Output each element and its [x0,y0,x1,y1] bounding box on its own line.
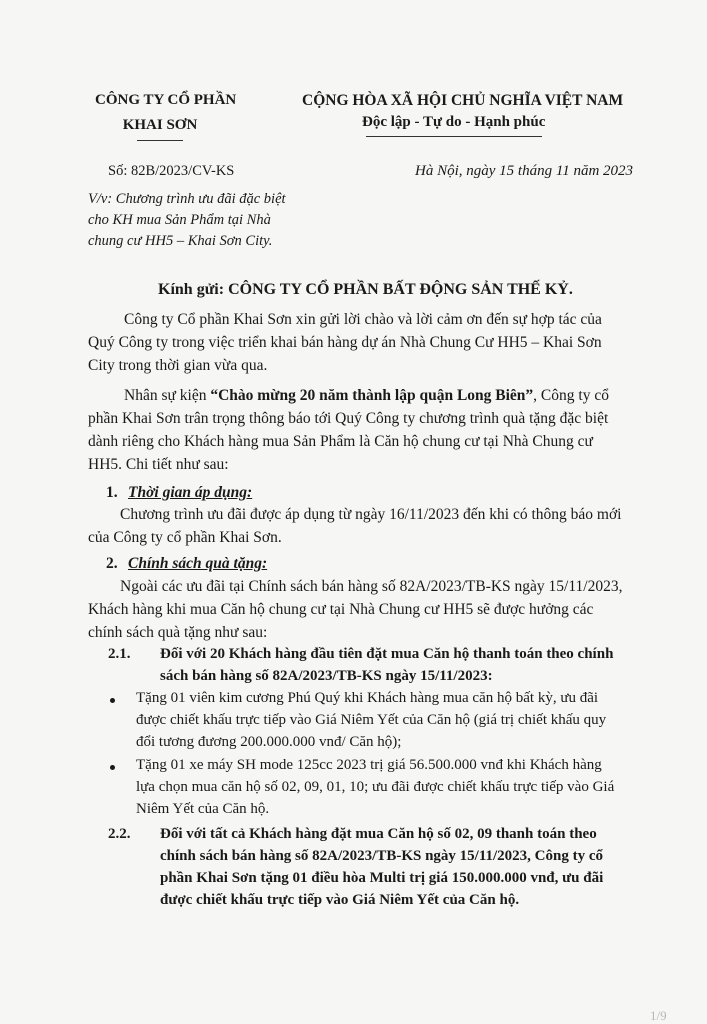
subsection-2-1-line: sách bán hàng số 82A/2023/TB-KS ngày 15/11/2023: [160,668,493,684]
event-line: dành riêng cho Khách hàng mua Sản Phẩm là Căn hộ chung cư tại Nhà Chung cư [88,433,593,450]
document-number: Số: 82B/2023/CV-KS [108,163,235,179]
subsection-2-2-line: Đối với tất cả Khách hàng đặt mua Căn hộ số 02, 09 thanh toán theo [160,826,597,842]
subsection-2-2-line: chính sách bán hàng số 82A/2023/TB-KS ngày 15/11/2023, Công ty cổ [160,848,604,864]
subject-line: chung cư HH5 – Khai Sơn City. [88,233,273,249]
section-1-title: Thời gian áp dụng: [128,484,253,501]
bullet-line: được chiết khấu trực tiếp vào Giá Niêm Yết của Căn hộ (giá trị chiết khấu quy [136,712,607,728]
bullet-line: lựa chọn mua căn hộ số 02, 09, 01, 10; ưu đãi được chiết khấu trực tiếp vào Giá [136,779,615,795]
section-1-number: 1. [106,484,118,501]
subsection-2-2-number: 2.2. [108,826,131,842]
section-2-line: Ngoài các ưu đãi tại Chính sách bán hàng số 82A/2023/TB-KS ngày 15/11/2023, [120,578,623,595]
intro-line: City trong thời gian vừa qua. [88,357,268,374]
section-2-number: 2. [106,555,118,572]
motto-underline [366,136,542,137]
intro-line: Công ty Cổ phần Khai Sơn xin gửi lời chào và lời cảm ơn đến sự hợp tác của [124,311,602,328]
company-underline [137,140,183,141]
event-line: HH5. Chi tiết như sau: [88,456,229,473]
intro-line: Quý Công ty trong việc triển khai bán hàng dự án Nhà Chung Cư HH5 – Khai Sơn [88,334,602,351]
section-1-line: của Công ty cổ phần Khai Sơn. [88,529,282,546]
subsection-2-2-line: được chiết khấu trực tiếp vào Giá Niêm Yết của Căn hộ. [160,892,520,908]
subject-line: cho KH mua Sản Phẩm tại Nhà [88,212,271,228]
subject-line: V/v: Chương trình ưu đãi đặc biệt [88,191,286,207]
bullet-line: Tặng 01 xe máy SH mode 125cc 2023 trị giá 56.500.000 vnđ khi Khách hàng [136,757,602,773]
bullet-line: Niêm Yết của Căn hộ. [136,801,270,817]
national-motto: Độc lập - Tự do - Hạnh phúc [362,114,546,130]
bullet-line: đổi tương đương 200.000.000 vnđ/ Căn hộ); [136,734,402,750]
event-name: “Chào mừng 20 năm thành lập quận Long Biên” [210,387,534,404]
subsection-2-1-number: 2.1. [108,646,131,662]
bullet-marker [110,765,115,770]
event-line: phần Khai Sơn trân trọng thông báo tới Quý Công ty chương trình quà tặng đặc biệt [88,410,609,427]
bullet-line: Tặng 01 viên kim cương Phú Quý khi Khách hàng mua căn hộ bất kỳ, ưu đãi [136,690,599,706]
page-number: 1/9 [650,1008,667,1023]
salutation: Kính gửi: CÔNG TY CỔ PHẦN BẤT ĐỘNG SẢN THẾ KỶ. [158,281,573,298]
section-2-line: chính sách quà tặng như sau: [88,624,268,641]
section-2-title: Chính sách quà tặng: [128,555,268,572]
section-1-line: Chương trình ưu đãi được áp dụng từ ngày 16/11/2023 đến khi có thông báo mới [120,506,622,523]
place-date: Hà Nội, ngày 15 tháng 11 năm 2023 [415,163,634,179]
company-name-line2: KHAI SƠN [122,117,198,133]
event-suffix: , Công ty cổ [533,387,609,404]
subsection-2-2-line: phần Khai Sơn tặng 01 điều hòa Multi trị giá 150.000.000 vnđ, ưu đãi [160,870,604,886]
subsection-2-1-line: Đối với 20 Khách hàng đầu tiên đặt mua Căn hộ thanh toán theo chính [160,646,614,662]
republic-title: CỘNG HÒA XÃ HỘI CHỦ NGHĨA VIỆT NAM [302,92,624,109]
event-prefix: Nhân sự kiện [124,387,211,404]
event-line-first [124,387,609,405]
bullet-marker [110,698,115,703]
section-2-line: Khách hàng khi mua Căn hộ chung cư tại Nhà Chung cư HH5 sẽ được hưởng các [88,601,594,618]
company-name-line1: CÔNG TY CỔ PHẦN [95,92,237,108]
